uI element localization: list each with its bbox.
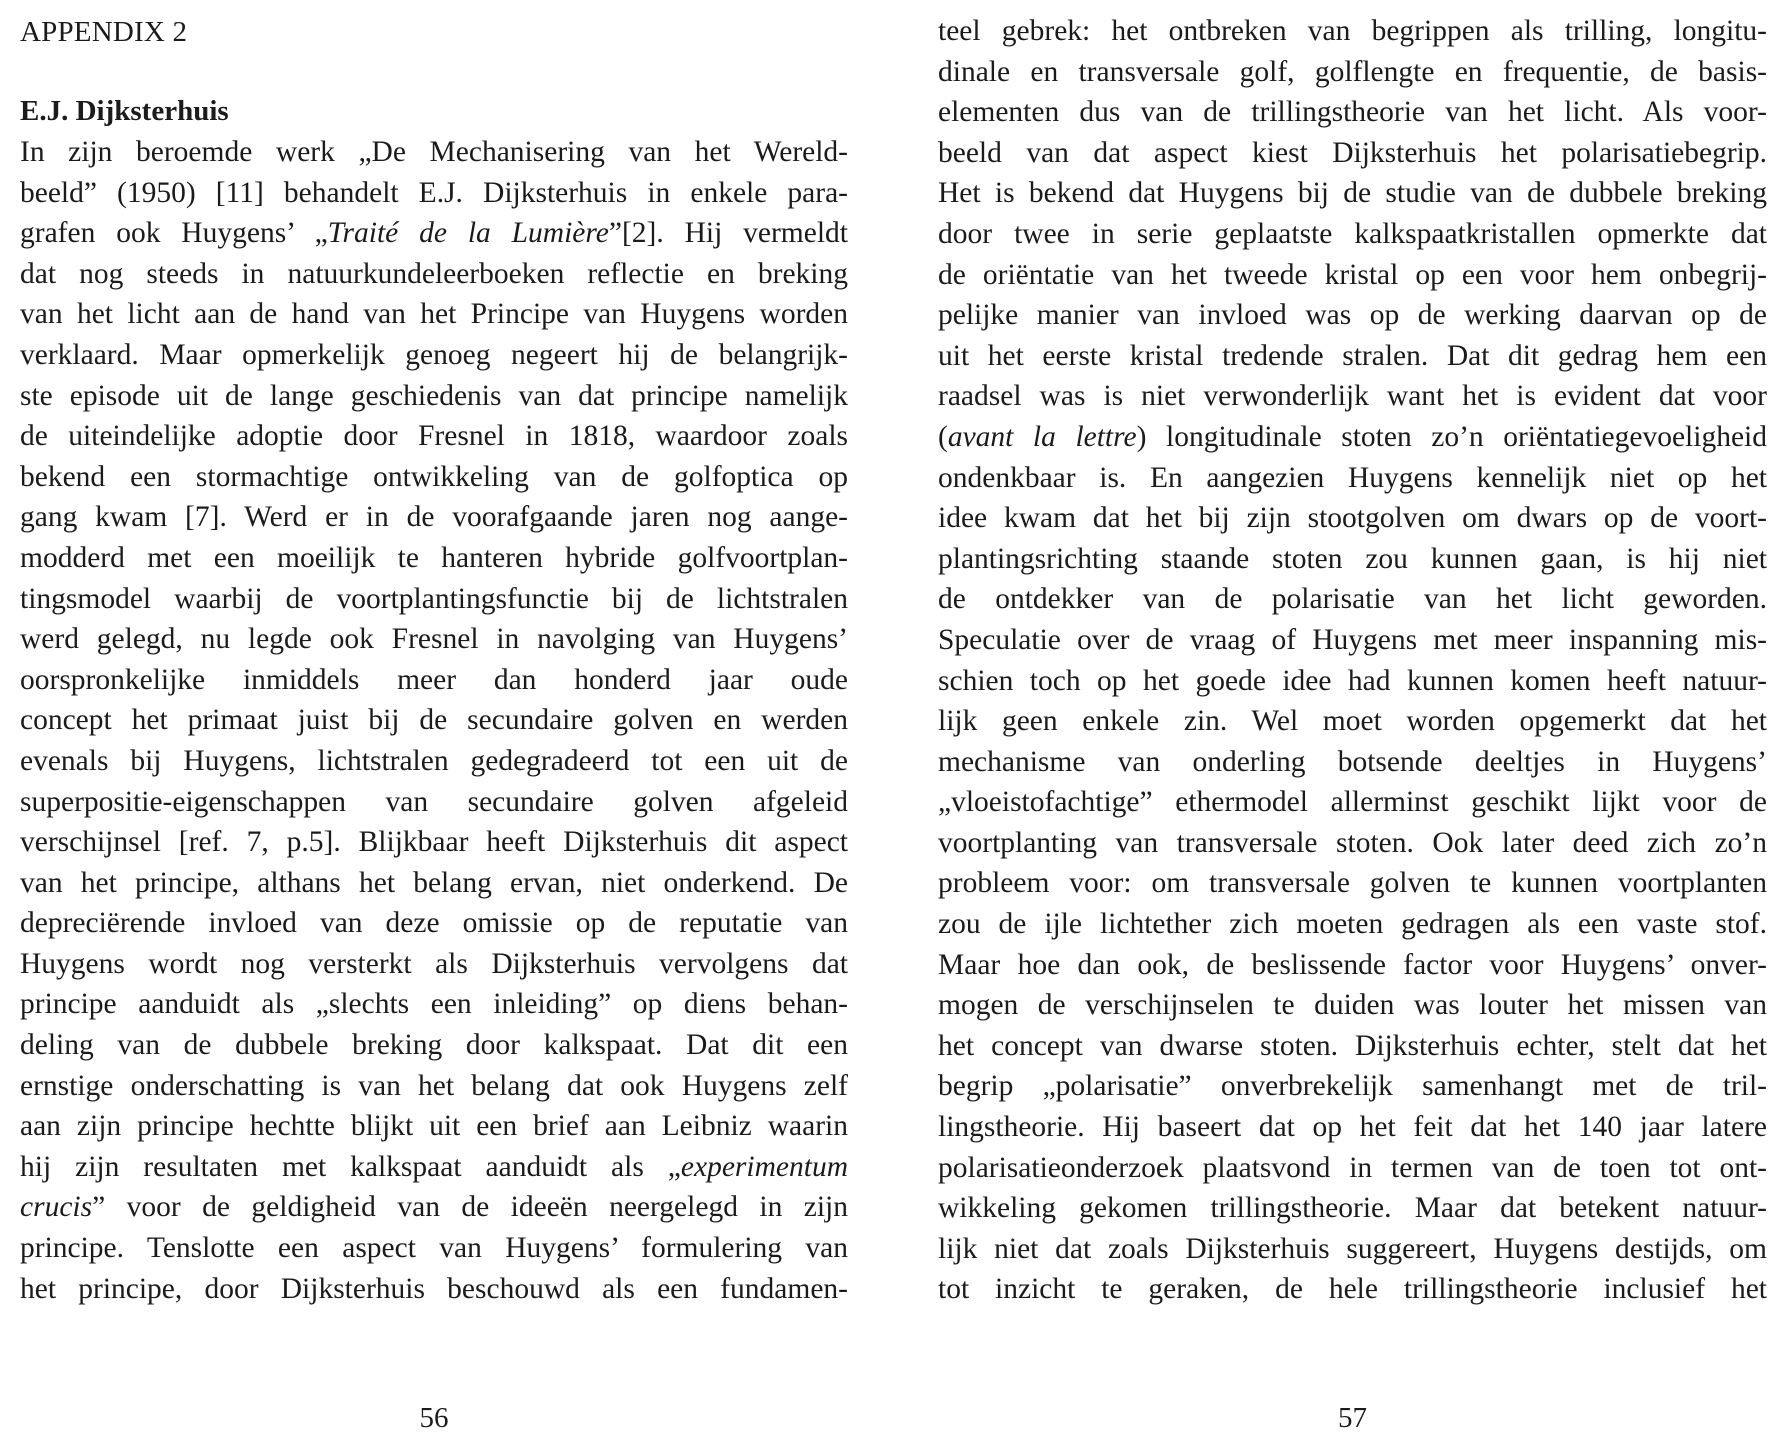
text-segment: beeld van dat aspect kiest Dijksterhuis het polarisatiebegrip. <box>938 136 1767 169</box>
text-segment: de ontdekker van de polarisatie van het licht geworden. <box>938 583 1767 616</box>
text-segment: teel gebrek: het ontbreken van begrippen als trilling, longitu- <box>938 15 1767 47</box>
text-segment: ( <box>938 420 948 453</box>
text-line <box>938 498 1767 539</box>
text-segment: dinale en transversale golf, golflengte en frequentie, de basis- <box>938 55 1767 88</box>
text-line <box>20 903 848 944</box>
text-segment: het principe, door Dijksterhuis beschouwd als een fundamen- <box>20 1272 848 1305</box>
text-segment: van het principe, althans het belang ervan, niet onderkend. De <box>20 866 848 899</box>
italic-text: experimentum <box>680 1150 848 1183</box>
text-line <box>938 214 1767 255</box>
text-line <box>20 1025 848 1066</box>
text-line <box>20 1147 848 1188</box>
text-segment: Maar hoe dan ook, de beslissende factor voor Huygens’ onver- <box>938 948 1767 981</box>
text-line <box>938 742 1767 783</box>
body-text <box>938 11 1767 1310</box>
left-page <box>20 0 848 1438</box>
text-segment: het concept van dwarse stoten. Dijksterhuis echter, stelt dat het <box>938 1029 1767 1062</box>
running-head: APPENDIX 2 <box>20 16 188 48</box>
text-line <box>20 213 848 254</box>
text-segment: evenals bij Huygens, lichtstralen gedegradeerd tot een uit de <box>20 744 848 777</box>
text-line <box>20 376 848 417</box>
text-line <box>20 579 848 620</box>
text-line <box>20 822 848 863</box>
text-segment: polarisatieonderzoek plaatsvond in termen van de toen tot ont- <box>938 1151 1767 1184</box>
text-line <box>20 132 848 173</box>
text-segment: oorspronkelijke inmiddels meer dan honderd jaar oude <box>20 663 848 696</box>
text-segment: mogen de verschijnselen te duiden was louter het missen van <box>938 989 1767 1022</box>
text-segment: tot inzicht te geraken, de hele trillingstheorie inclusief het <box>938 1273 1767 1306</box>
text-segment: Het is bekend dat Huygens bij de studie van de dubbele breking <box>938 177 1767 210</box>
text-line <box>938 376 1767 417</box>
text-line <box>938 1269 1767 1310</box>
text-segment: ) longitudinale stoten zo’n oriëntatiegevoeligheid <box>1136 420 1767 453</box>
text-segment: voortplanting van transversale stoten. Ook later deed zich zo’n <box>938 826 1767 859</box>
text-segment: door twee in serie geplaatste kalkspaatkristallen opmerkte dat <box>938 217 1767 250</box>
text-line <box>20 416 848 457</box>
text-line <box>938 295 1767 336</box>
text-segment: principe aanduidt als „slechts een inleiding” op diens behan- <box>20 988 848 1021</box>
text-line <box>938 417 1767 458</box>
text-segment: Speculatie over de vraag of Huygens met meer inspanning mis- <box>938 623 1767 656</box>
text-segment: lijk geen enkele zin. Wel moet worden opgemerkt dat het <box>938 705 1767 738</box>
text-line <box>938 92 1767 133</box>
text-segment: ste episode uit de lange geschiedenis van dat principe namelijk <box>20 379 848 412</box>
text-segment: aan zijn principe hechtte blijkt uit een brief aan Leibniz waarin <box>20 1110 848 1143</box>
text-line <box>20 944 848 985</box>
text-line <box>20 741 848 782</box>
text-line <box>20 173 848 214</box>
text-line <box>938 52 1767 93</box>
text-line <box>938 1026 1767 1067</box>
text-line <box>938 823 1767 864</box>
text-segment: ”[2]. Hij vermeldt <box>608 217 848 250</box>
italic-text: crucis <box>20 1191 93 1224</box>
text-segment: Huygens wordt nog versterkt als Dijksterhuis vervolgens dat <box>20 947 848 980</box>
text-line <box>938 1188 1767 1229</box>
text-segment: bekend een stormachtige ontwikkeling van de golfoptica op <box>20 460 848 493</box>
text-line <box>938 782 1767 823</box>
text-line <box>938 985 1767 1026</box>
text-segment: probleem voor: om transversale golven te kunnen voortplanten <box>938 867 1767 900</box>
text-segment: verklaard. Maar opmerkelijk genoeg negeert hij de belangrijk- <box>20 338 848 371</box>
text-segment: grafen ook Huygens’ „ <box>20 217 328 250</box>
right-page <box>938 0 1767 1438</box>
text-line <box>20 1187 848 1228</box>
text-segment: depreciërende invloed van deze omissie op de reputatie van <box>20 907 848 940</box>
text-line <box>20 660 848 701</box>
text-segment: idee kwam dat het bij zijn stootgolven om dwars op de voort- <box>938 502 1767 535</box>
text-line <box>20 863 848 904</box>
text-segment: pelijke manier van invloed was op de werking daarvan op de <box>938 299 1767 332</box>
text-line <box>938 945 1767 986</box>
text-segment: plantingsrichting staande stoten zou kunnen gaan, is hij niet <box>938 542 1767 575</box>
text-line <box>938 458 1767 499</box>
italic-text: avant la lettre <box>947 420 1137 453</box>
text-line <box>938 701 1767 742</box>
text-line <box>20 497 848 538</box>
text-segment: van het licht aan de hand van het Principe van Huygens worden <box>20 298 848 331</box>
text-line <box>20 294 848 335</box>
text-line <box>938 11 1767 52</box>
text-segment: verschijnsel [ref. 7, p.5]. Blijkbaar heeft Dijksterhuis dit aspect <box>20 826 848 859</box>
text-segment: modderd met een moeilijk te hanteren hybride golfvoortplan- <box>20 541 848 574</box>
text-line <box>938 255 1767 296</box>
text-line <box>938 1229 1767 1270</box>
text-segment: superpositie-eigenschappen van secundaire golven afgeleid <box>20 785 848 818</box>
text-line <box>20 1106 848 1147</box>
text-line <box>938 863 1767 904</box>
text-segment: elementen dus van de trillingstheorie van het licht. Als voor- <box>938 96 1767 129</box>
text-line <box>938 1148 1767 1189</box>
text-line <box>938 539 1767 580</box>
text-segment: ernstige onderschatting is van het belang dat ook Huygens zelf <box>20 1069 848 1102</box>
body-text <box>20 132 848 1309</box>
text-line <box>938 173 1767 214</box>
section-title: E.J. Dijksterhuis <box>20 95 229 127</box>
text-line <box>20 254 848 295</box>
text-line <box>20 984 848 1025</box>
text-segment: wikkeling gekomen trillingstheorie. Maar dat betekent natuur- <box>938 1192 1767 1225</box>
text-line <box>20 457 848 498</box>
text-segment: de uiteindelijke adoptie door Fresnel in 1818, waardoor zoals <box>20 420 848 453</box>
text-segment: ” voor de geldigheid van de ideeën neergelegd in zijn <box>92 1191 848 1224</box>
text-line <box>938 1066 1767 1107</box>
text-segment: gang kwam [7]. Werd er in de voorafgaande jaren nog aange- <box>20 501 848 534</box>
text-segment: zou de ijle lichtether zich moeten gedragen als een vaste stof. <box>938 908 1767 941</box>
text-line <box>938 661 1767 702</box>
text-segment: deling van de dubbele breking door kalkspaat. Dat dit een <box>20 1029 848 1062</box>
text-line <box>938 1107 1767 1148</box>
italic-text: Traité de la Lumière <box>327 217 609 250</box>
text-segment: uit het eerste kristal tredende stralen. Dat dit gedrag hem een <box>938 339 1767 372</box>
text-line <box>938 336 1767 377</box>
text-segment: de oriëntatie van het tweede kristal op een voor hem onbegrij- <box>938 258 1767 291</box>
text-segment: principe. Tenslotte een aspect van Huygens’ formulering van <box>20 1232 848 1265</box>
page-number: 57 <box>1338 1402 1367 1434</box>
text-segment: dat nog steeds in natuurkundeleerboeken reflectie en breking <box>20 257 848 290</box>
text-line <box>20 1269 848 1310</box>
text-segment: raadsel was is niet verwonderlijk want het is evident dat voor <box>938 380 1767 413</box>
text-segment: beeld” (1950) [11] behandelt E.J. Dijksterhuis in enkele para- <box>20 176 848 209</box>
text-segment: ondenkbaar is. En aangezien Huygens kennelijk niet op het <box>938 461 1767 494</box>
text-segment: tingsmodel waarbij de voortplantingsfunctie bij de lichtstralen <box>20 582 848 615</box>
text-segment: lingstheorie. Hij baseert dat op het feit dat het 140 jaar latere <box>938 1111 1767 1144</box>
text-line <box>20 1066 848 1107</box>
text-segment: lijk niet dat zoals Dijksterhuis suggereert, Huygens destijds, om <box>938 1232 1767 1265</box>
text-segment: „vloeistofachtige” ethermodel allerminst geschikt lijkt voor de <box>938 786 1767 819</box>
text-line <box>938 133 1767 174</box>
text-line <box>20 619 848 660</box>
text-segment: begrip „polarisatie” onverbrekelijk samenhangt met de tril- <box>938 1070 1767 1103</box>
text-line <box>20 782 848 823</box>
text-segment: werd gelegd, nu legde ook Fresnel in navolging van Huygens’ <box>20 623 848 656</box>
text-segment: schien toch op het goede idee had kunnen komen heeft natuur- <box>938 664 1767 697</box>
text-line <box>938 620 1767 661</box>
text-line <box>20 1228 848 1269</box>
text-segment: mechanisme van onderling botsende deeltjes in Huygens’ <box>938 745 1767 778</box>
text-line <box>20 538 848 579</box>
text-line <box>938 904 1767 945</box>
text-line <box>938 579 1767 620</box>
text-segment: In zijn beroemde werk „De Mechanisering van het Wereld- <box>20 136 848 168</box>
page-number: 56 <box>419 1402 449 1434</box>
text-line <box>20 335 848 376</box>
text-segment: concept het primaat juist bij de secundaire golven en werden <box>20 704 848 737</box>
text-segment: hij zijn resultaten met kalkspaat aanduidt als „ <box>20 1150 681 1183</box>
text-line <box>20 700 848 741</box>
